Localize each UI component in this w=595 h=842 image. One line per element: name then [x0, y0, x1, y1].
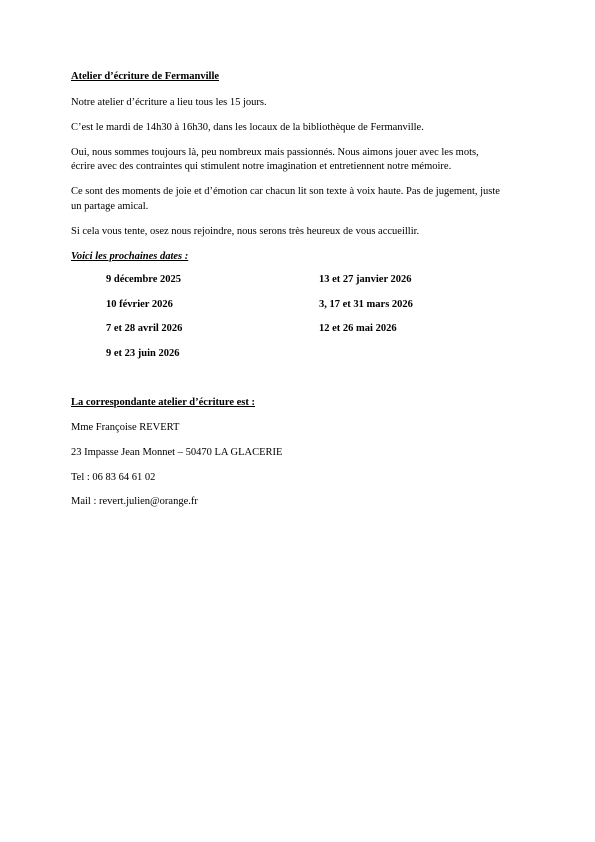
- date-entry: 9 et 23 juin 2026: [106, 348, 180, 359]
- paragraph-passion-line-2: écrire avec des contraintes qui stimulent notre imagination et entretiennent notre mémoire.: [71, 161, 452, 172]
- contact-phone: Tel : 06 83 64 61 02: [71, 472, 156, 483]
- date-entry: 9 décembre 2025: [106, 274, 182, 285]
- contact-heading: La correspondante atelier d’écriture est :: [71, 397, 255, 408]
- date-entry: 12 et 26 mai 2026: [319, 323, 397, 334]
- paragraph-schedule: C’est le mardi de 14h30 à 16h30, dans les locaux de la bibliothèque de Fermanville.: [71, 122, 424, 133]
- contact-name: Mme Françoise REVERT: [71, 422, 180, 433]
- contact-address: 23 Impasse Jean Monnet – 50470 LA GLACERIE: [71, 447, 283, 458]
- dates-heading: Voici les prochaines dates :: [71, 251, 189, 262]
- document-title: Atelier d’écriture de Fermanville: [71, 71, 220, 82]
- paragraph-invitation: Si cela vous tente, osez nous rejoindre, nous serons très heureux de vous accueillir.: [71, 226, 420, 237]
- date-entry: 10 février 2026: [106, 299, 173, 310]
- paragraph-frequency: Notre atelier d’écriture a lieu tous les 15 jours.: [71, 97, 267, 108]
- date-entry: 13 et 27 janvier 2026: [319, 274, 412, 285]
- contact-mail: Mail : revert.julien@orange.fr: [71, 496, 198, 507]
- paragraph-joy-line-1: Ce sont des moments de joie et d’émotion car chacun lit son texte à voix haute. Pas de jugement, juste: [71, 186, 500, 197]
- paragraph-joy-line-2: un partage amical.: [71, 201, 149, 212]
- date-entry: 7 et 28 avril 2026: [106, 323, 183, 334]
- paragraph-passion-line-1: Oui, nous sommes toujours là, peu nombreux mais passionnés. Nous aimons jouer avec les mots,: [71, 147, 479, 158]
- date-entry: 3, 17 et 31 mars 2026: [319, 299, 413, 310]
